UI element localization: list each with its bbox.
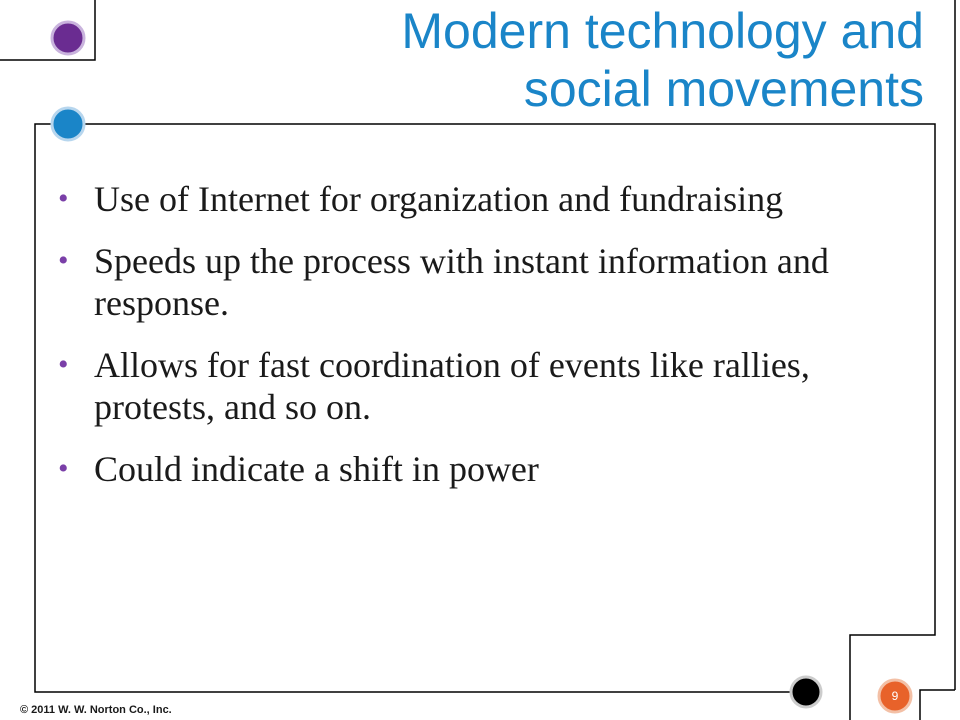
bullet-dot-icon: • <box>58 244 69 277</box>
bullet-text: Could indicate a shift in power <box>94 449 539 489</box>
bullet-list <box>58 178 918 510</box>
page-number: 9 <box>891 689 899 703</box>
bullet-dot-icon: • <box>58 182 69 215</box>
bullet-text: Allows for fast coordination of events like rallies, protests, and so on. <box>94 345 810 427</box>
copyright-notice: © 2011 W. W. Norton Co., Inc. <box>20 704 172 716</box>
bullet-item <box>58 240 918 324</box>
title-line-1: Modern technology and <box>401 3 924 59</box>
bullet-item <box>58 344 918 428</box>
frame-line-bottom-right <box>920 690 955 720</box>
blue-circle <box>52 108 84 140</box>
bullet-text: Use of Internet for organization and fundraising <box>94 179 784 219</box>
black-circle <box>791 677 821 707</box>
purple-circle <box>52 22 84 54</box>
bullet-item <box>58 178 918 220</box>
slide-title <box>264 2 924 118</box>
bullet-dot-icon: • <box>58 348 69 381</box>
bullet-text: Speeds up the process with instant information and response. <box>94 241 829 323</box>
bullet-dot-icon: • <box>58 452 69 485</box>
title-line-2: social movements <box>523 61 924 117</box>
bullet-item <box>58 448 918 490</box>
